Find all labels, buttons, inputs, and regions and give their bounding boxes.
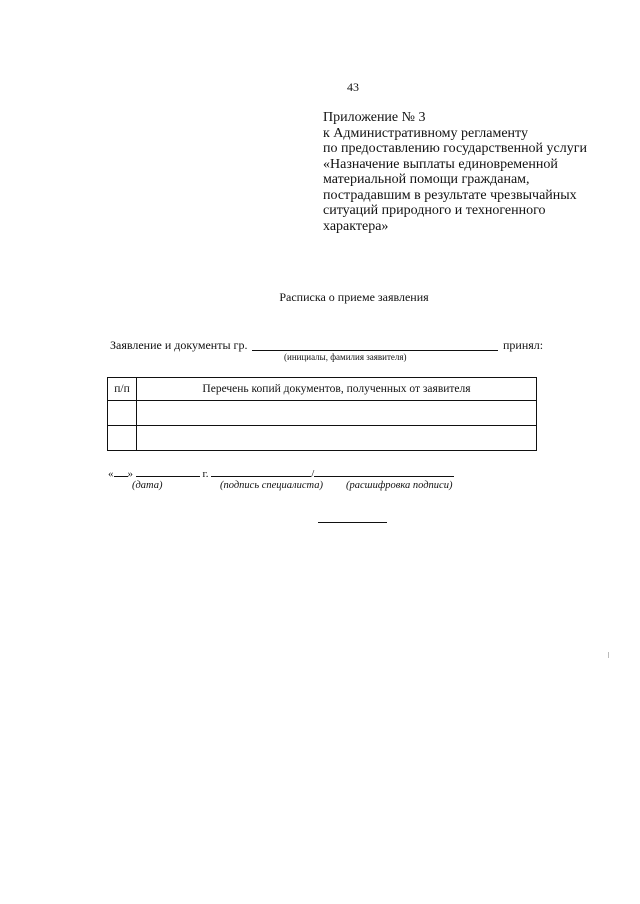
quote-open: « [108,468,114,480]
date-signature-row [108,466,454,480]
quote-close: » [127,468,133,480]
table-header-row [108,378,537,401]
appendix-line: к Административному регламенту [323,125,528,141]
scan-mark [608,652,609,658]
signature-caption: (подпись специалиста) [220,480,324,491]
appendix-line: Приложение № 3 [323,110,426,125]
col-header-number: п/п [108,378,137,401]
day-blank[interactable] [114,466,128,477]
signature-separator: / [311,468,315,480]
month-blank[interactable] [136,466,200,477]
table-cell[interactable] [137,401,537,426]
appendix-line: характера» [323,218,389,234]
table-cell[interactable] [108,426,137,451]
appendix-line: материальной помощи гражданам, [323,172,530,187]
decoding-blank[interactable] [314,466,454,477]
col-header-documents: Перечень копий документов, полученных от заявителя [137,378,537,401]
year-suffix: г. [202,468,209,480]
applicant-name-blank[interactable] [252,338,498,351]
table-row [108,426,537,451]
appendix-line: пострадавшим в результате чрезвычайных [323,187,577,203]
closing-rule [318,522,387,523]
appendix-header [323,110,587,234]
documents-table [107,377,537,451]
receipt-title: Расписка о приеме заявления [279,290,429,304]
appendix-line: ситуаций природного и техногенного [323,203,546,218]
appendix-line: по предоставлению государственной услуги [323,141,587,156]
decoding-caption: (расшифровка подписи) [346,480,453,491]
table-cell[interactable] [137,426,537,451]
page-number: 43 [347,80,359,94]
signature-blank[interactable] [211,466,311,477]
date-caption: (дата) [132,480,163,491]
table-cell[interactable] [108,401,137,426]
statement-prefix: Заявление и документы гр. [110,338,248,352]
name-caption: (инициалы, фамилия заявителя) [284,352,407,362]
statement-suffix: принял: [503,338,544,352]
appendix-line: «Назначение выплаты единовременной [323,156,558,172]
table-row [108,401,537,426]
